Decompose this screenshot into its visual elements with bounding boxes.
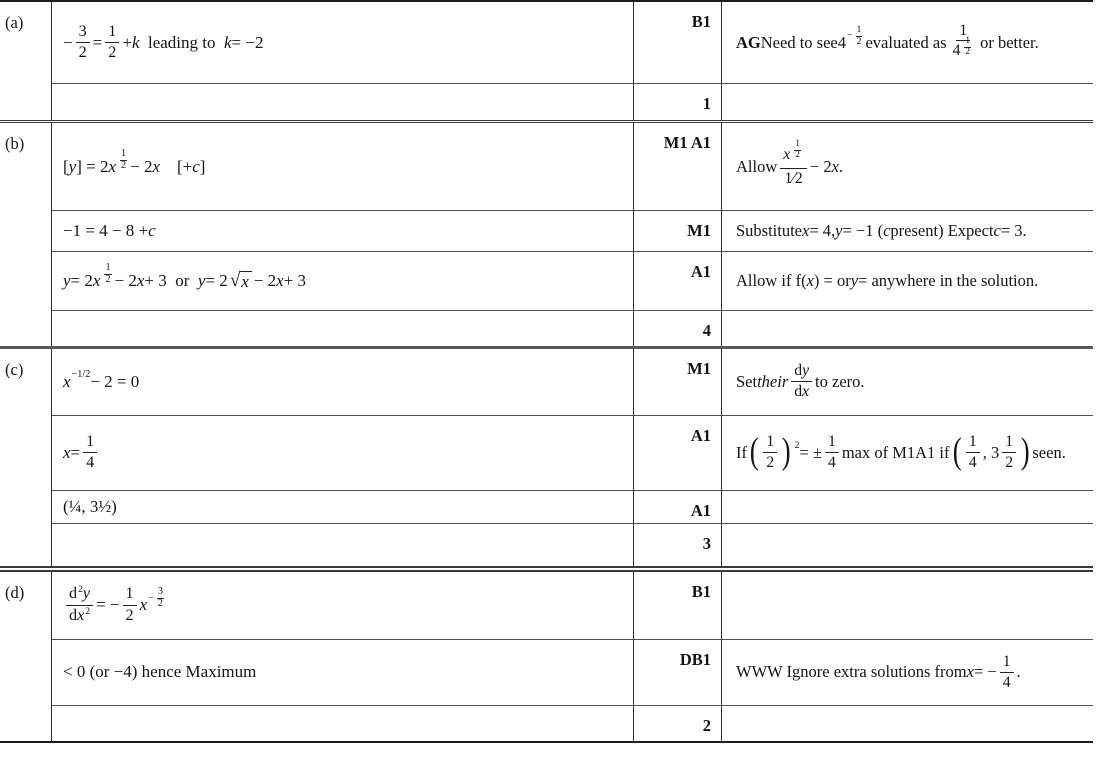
section-a <box>0 2 1093 120</box>
section-d-rows <box>52 572 1093 741</box>
part-label-b: (b) <box>0 123 52 346</box>
table-row-total <box>52 311 1093 346</box>
comment-cell: Allow if f( x ) = or y = anywhere in the solution. <box>736 271 1039 290</box>
working-cell: [ y ] = 2 x $^{\frac{1}{2}}$ − 2 x [+ c ] <box>52 123 634 210</box>
mark-total-cell: 2 <box>634 706 722 741</box>
mark-cell: M1 <box>634 349 722 415</box>
comment-cell: AG Need to see 4 $^{- \frac{1}{2}}$ evaluated as 1 4 $^{\frac{1}{2}}$ or better. <box>736 21 1039 60</box>
working-cell: − $\frac{3}{2}$ = $\frac{1}{2}$ + k leading to k = −2 <box>52 2 634 83</box>
working-cell: x $^{-1/2}$ − 2 = 0 <box>52 349 634 415</box>
comment-cell: Substitute x = 4, y = −1 ( c present) Expect c = 3. <box>736 221 1027 240</box>
table-row <box>52 349 1093 416</box>
mark-total-cell: 1 <box>634 84 722 120</box>
working-cell <box>52 311 634 346</box>
mark-cell: M1 <box>634 211 722 251</box>
working-cell <box>52 706 634 741</box>
table-row <box>52 211 1093 252</box>
table-row <box>52 416 1093 491</box>
table-row-total <box>52 706 1093 741</box>
comment-cell: Allow x $^{\frac{1}{2}}$ 1⁄2 − 2 x . <box>736 139 844 187</box>
mark-cell: B1 <box>634 2 722 83</box>
comment-cell <box>722 706 1093 741</box>
mark-cell: DB1 <box>634 640 722 705</box>
mark-total-cell: 3 <box>634 524 722 566</box>
comment-cell: If ( $\frac{1}{2}$ ) $^2$ = ± $\frac{1}{4}$ max of M1A1 if ( $\frac{1}{4}$ , 3 $\frac{1}{2}$ ) seen. <box>736 431 1066 473</box>
comment-cell: WWW Ignore extra solutions from x = − $\frac{1}{4}$ . <box>736 652 1021 691</box>
table-row-total <box>52 524 1093 566</box>
comment-cell: Set their $\frac{dy}{dx}$ to zero. <box>736 362 865 400</box>
part-label-a: (a) <box>0 2 52 120</box>
mark-cell: A1 <box>634 252 722 310</box>
working-cell: x = $\frac{1}{4}$ <box>52 416 634 490</box>
section-b-rows <box>52 123 1093 346</box>
table-row <box>52 123 1093 211</box>
mark-cell: B1 <box>634 572 722 639</box>
mark-cell: A1 <box>634 416 722 490</box>
table-row <box>52 252 1093 311</box>
table-row <box>52 2 1093 84</box>
table-row-total <box>52 84 1093 120</box>
working-cell: $\frac{d^2y}{dx^2}$ = − $\frac{1}{2}$ x $^{- \frac{3}{2}}$ <box>52 572 634 639</box>
section-b <box>0 123 1093 346</box>
working-cell <box>52 524 634 566</box>
comment-cell <box>722 84 1093 120</box>
mark-total-cell: 4 <box>634 311 722 346</box>
working-cell: y = 2 x $^{\frac{1}{2}}$ − 2 x + 3 or y = 2 √ x − 2 x + 3 <box>52 252 634 310</box>
comment-cell <box>722 311 1093 346</box>
comment-cell <box>722 572 1093 639</box>
working-cell <box>52 84 634 120</box>
table-row <box>52 640 1093 706</box>
working-cell: −1 = 4 − 8 + c <box>52 211 634 251</box>
working-cell: < 0 (or −4) hence Maximum <box>52 640 634 705</box>
section-a-rows <box>52 2 1093 120</box>
comment-cell <box>722 491 1093 523</box>
section-c <box>0 349 1093 566</box>
working-cell: (¼, 3½) <box>52 491 634 523</box>
part-label-d: (d) <box>0 572 52 741</box>
mark-cell: A1 <box>634 491 722 523</box>
table-row <box>52 572 1093 640</box>
part-label-c: (c) <box>0 349 52 566</box>
mark-cell: M1 A1 <box>634 123 722 210</box>
comment-cell <box>722 524 1093 566</box>
table-row <box>52 491 1093 524</box>
section-d <box>0 572 1093 741</box>
section-c-rows <box>52 349 1093 566</box>
